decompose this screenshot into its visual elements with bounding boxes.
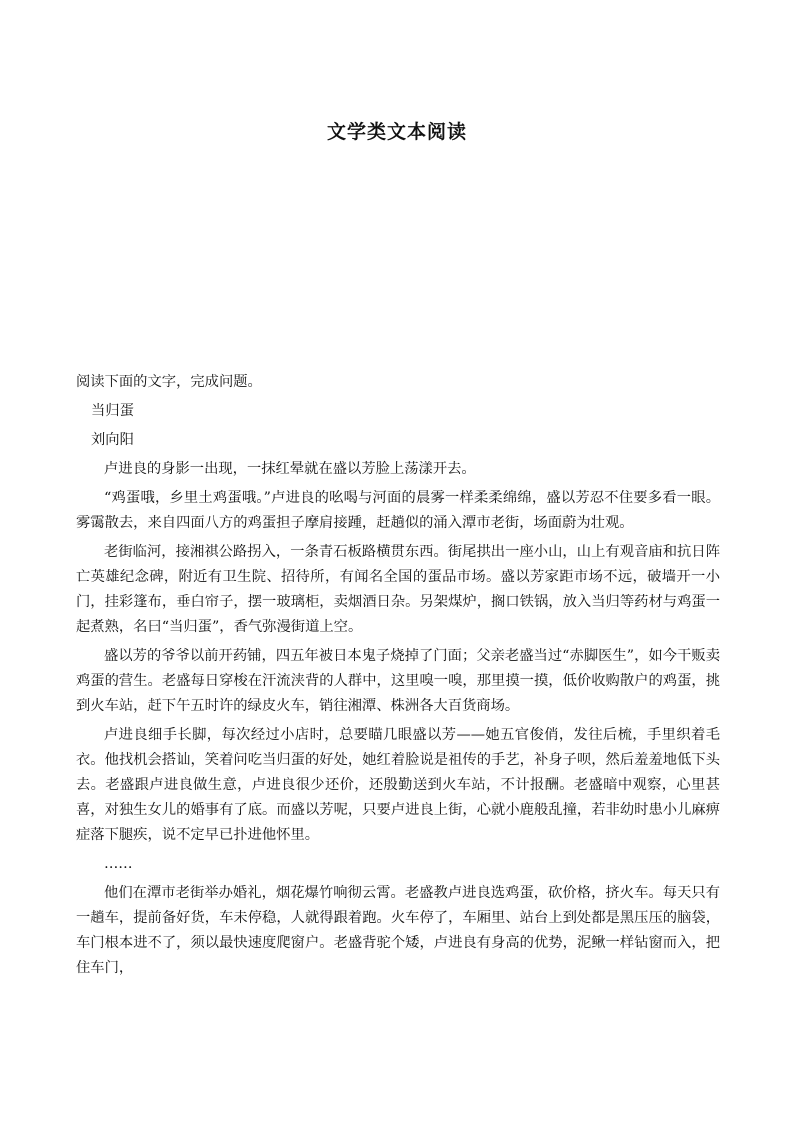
paragraph: 老街临河，接湘祺公路拐入，一条青石板路横贯东西。街尾拱出一座小山，山上有观音庙和抗日阵亡英雄纪念碑，附近有卫生院、招待所，有闻名全国的蛋品市场。盛以芳家距市场不远，破墙开一小门，挂彩篷布，垂白帘子，摆一玻璃柜，卖烟酒日杂。另架煤炉，搁口铁锅，放入当归等药材与鸡蛋一起煮熟，名曰“当归蛋”，香气弥漫街道上空。 — [76, 544, 720, 635]
page-title: 文学类文本阅读 — [326, 121, 467, 143]
story-title: 当归蛋 — [91, 403, 134, 419]
paragraph: “鸡蛋哦，乡里土鸡蛋哦。”卢进良的吆喝与河面的晨雾一样柔柔绵绵，盛以芳忍不住要多看一眼。雾霭散去，来自四面八方的鸡蛋担子摩肩接踵，赶趟似的涌入潭市老街，场面蔚为壮观。 — [76, 490, 720, 531]
paragraph: 他们在潭市老街举办婚礼，烟花爆竹响彻云霄。老盛教卢进良选鸡蛋，砍价格，挤火车。每天只有一趟车，提前备好货，车未停稳，人就得跟着跑。火车停了，车厢里、站台上到处都是黑压压的脑袋，车门根本进不了，须以最快速度爬窗户。老盛背驼个矮，卢进良有身高的优势，泥鳅一样钻窗而入，把住车门， — [76, 885, 720, 976]
paragraph: 盛以芳的爷爷以前开药铺，四五年被日本鬼子烧掉了门面；父亲老盛当过“赤脚医生”，如今干贩卖鸡蛋的营生。老盛每日穿梭在汗流浃背的人群中，这里嗅一嗅，那里摸一摸，低价收购散户的鸡蛋，挑到火车站，赶下午五时许的绿皮火车，销往湘潭、株洲各大百货商场。 — [76, 648, 720, 714]
ellipsis-separator: …… — [104, 856, 133, 872]
reading-instruction: 阅读下面的文字，完成问题。 — [76, 374, 262, 390]
document-body — [76, 370, 720, 985]
paragraph: 卢进良的身影一出现，一抹红晕就在盛以芳脸上荡漾开去。 — [104, 461, 476, 477]
story-author: 刘向阳 — [91, 432, 134, 448]
paragraph: 卢进良细手长脚，每次经过小店时，总要瞄几眼盛以芳——她五官俊俏，发往后梳，手里织着毛衣。他找机会搭讪，笑着问吃当归蛋的好处，她红着脸说是祖传的手艺，补身子呗，然后羞羞地低下头去。老盛跟卢进良做生意，卢进良很少还价，还殷勤送到火车站，不计报酬。老盛暗中观察，心里甚喜，对独生女儿的婚事有了底。而盛以芳呢，只要卢进良上街，心就小鹿般乱撞，若非幼时患小儿麻痹症落下腿疾，说不定早已扑进他怀里。 — [76, 727, 720, 843]
